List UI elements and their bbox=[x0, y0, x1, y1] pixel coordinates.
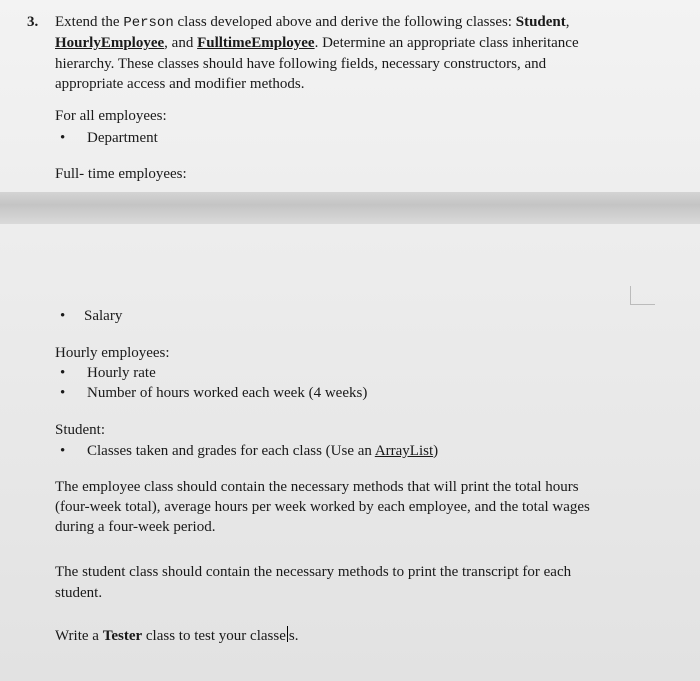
bullet-icon: • bbox=[60, 130, 66, 146]
list-item: Department bbox=[87, 130, 158, 146]
class-hourly-employee: HourlyEmployee bbox=[55, 35, 165, 51]
text-cursor bbox=[287, 626, 288, 642]
list-item: Number of hours worked each week (4 weeks) bbox=[87, 385, 368, 401]
student-heading: Student: bbox=[55, 422, 106, 438]
bullet-icon: • bbox=[60, 365, 66, 381]
student-para-line: student. bbox=[55, 585, 103, 601]
student-para-line: The student class should contain the necessary methods to print the transcript for each bbox=[55, 564, 572, 580]
list-item: Hourly rate bbox=[87, 365, 156, 381]
all-employees-heading: For all employees: bbox=[55, 108, 167, 124]
bullet-icon: • bbox=[60, 443, 66, 459]
question-number: 3. bbox=[27, 14, 39, 30]
tester-line: Write a Tester class to test your classe s. bbox=[55, 628, 299, 644]
photo-shadow-band bbox=[0, 192, 700, 224]
intro-line-1: Extend the Person class developed above and derive the following classes: Student, bbox=[55, 14, 570, 31]
intro-line-2: HourlyEmployee, and FulltimeEmployee. Determine an appropriate class inheritance bbox=[55, 35, 579, 51]
tester-class: Tester bbox=[102, 628, 143, 644]
intro-line-3: hierarchy. These classes should have following fields, necessary constructors, and bbox=[55, 56, 547, 72]
arraylist-term: ArrayList bbox=[374, 443, 434, 459]
corner-mark bbox=[630, 286, 655, 305]
intro-line-4: appropriate access and modifier methods. bbox=[55, 76, 305, 92]
bullet-icon: • bbox=[60, 385, 66, 401]
fulltime-heading: Full- time employees: bbox=[55, 166, 187, 182]
employee-para-line: (four-week total), average hours per week worked by each employee, and the total wages bbox=[55, 499, 590, 515]
list-item: Classes taken and grades for each class (Use an ArrayList) bbox=[87, 443, 439, 459]
class-fulltime-employee: FulltimeEmployee bbox=[197, 35, 315, 51]
class-person: Person bbox=[123, 15, 174, 31]
hourly-heading: Hourly employees: bbox=[55, 345, 170, 361]
employee-para-line: during a four-week period. bbox=[55, 519, 216, 535]
list-item: Salary bbox=[84, 308, 123, 324]
bullet-icon: • bbox=[60, 308, 66, 324]
employee-para-line: The employee class should contain the necessary methods that will print the total hours bbox=[55, 479, 579, 495]
class-student: Student bbox=[515, 14, 566, 30]
